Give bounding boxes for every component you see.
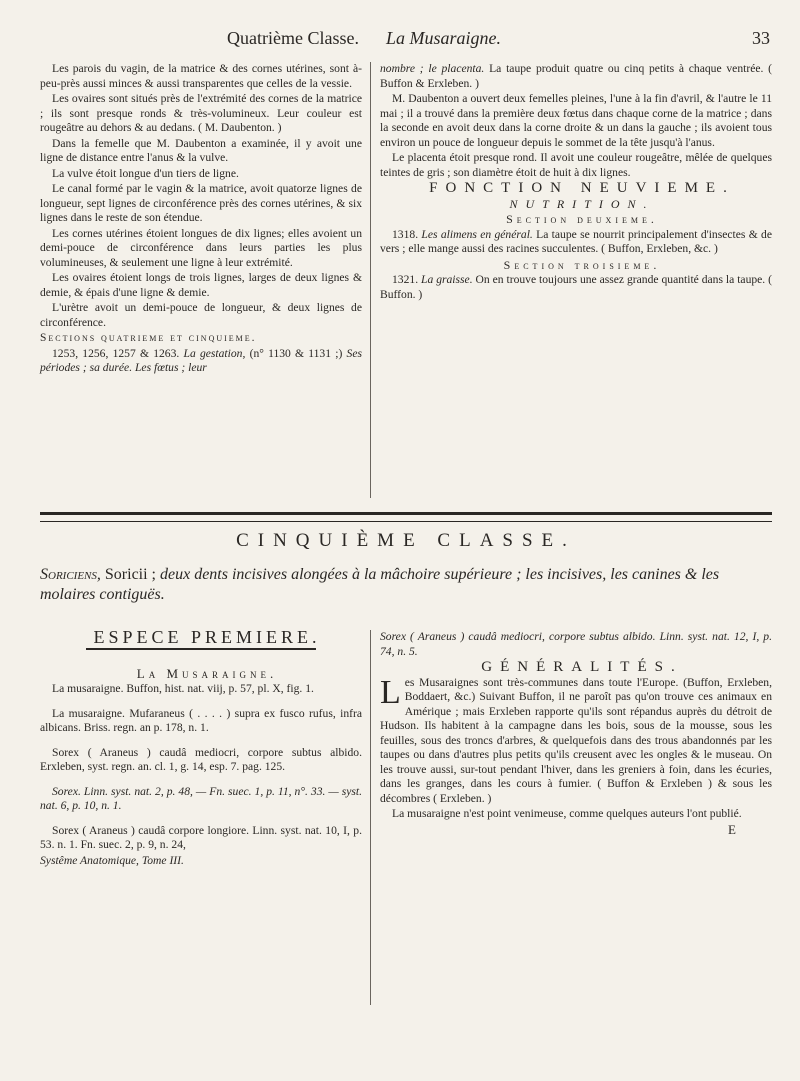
class-subtitle <box>40 565 772 605</box>
section-topic: Les alimens en général. <box>421 227 533 241</box>
section-numbers: 1253, 1256, 1257 & 1263. <box>52 346 180 360</box>
heading-rule <box>86 648 316 655</box>
section-heading: Section troisieme. <box>503 257 661 272</box>
generalites-heading: GÉNÉRALITÉS. <box>481 659 683 675</box>
paragraph <box>380 673 772 807</box>
paragraph: La musaraigne n'est point venimeuse, comme quelques auteurs l'ont publié. <box>392 807 742 820</box>
paragraph: Les ovaires étoient longs de trois lignes, larges de deux lignes & demie, & épais d'une ligne & demie. <box>40 271 362 299</box>
section-text: La taupe se nourrit principalement d'insectes & de vers ; elle mange aussi des racines succulentes. ( Buffon, Erxleben, &c. ) <box>380 227 773 255</box>
header-animal: La Musaraigne. <box>386 28 502 48</box>
paragraph <box>380 62 772 91</box>
section-subtopics: Ses périodes ; sa durée. Les fœtus ; leur <box>40 346 362 374</box>
paragraph: Les ovaires sont situés près de l'extrémité des cornes de la matrice ; ils sont presque ronds & très-volumineux. Leur couleur est rougeâtre au dehors & au dedans. ( M. Daubenton. ) <box>40 92 362 134</box>
section-refs: (n° 1130 & 1131 ;) <box>249 346 343 360</box>
reference: La musaraigne. Buffon, hist. nat. viij, p. 57, pl. X, fig. 1. <box>52 682 314 695</box>
class-title: CINQUIÈME CLASSE. <box>236 530 576 551</box>
reference: Sorex ( Araneus ) caudâ mediocri, corpore subtus albido. Erxleben, syst. regn. an. cl. 1, g. 14, esp. 7. pag. 125. <box>40 745 362 773</box>
section-topic: La gestation, <box>183 346 246 360</box>
ornamental-rule <box>40 512 772 522</box>
class-characters: deux dents incisives alongées à la mâchoire supérieure ; les incisives, les canines & les molaires contiguës. <box>40 566 720 603</box>
upper-right-column <box>380 62 772 303</box>
nutrition-heading: NUTRITION. <box>509 196 655 211</box>
section-topic: La graisse. <box>421 273 473 286</box>
class-name: Soriciens, <box>40 566 101 583</box>
section-number: 1318. <box>392 227 419 241</box>
paragraph: Le canal formé par le vagin & la matrice, avoit quatorze lignes de longueur, sept lignes de circonférence près des cornes utérines, & six lignes dans le reste de son étendue. <box>40 182 362 224</box>
paragraph <box>40 347 362 376</box>
paragraph <box>380 273 772 302</box>
paragraph-text: es Musaraignes sont très-communes dans toute l'Europe. (Buffon, Erxleben, Boddaert, &c.) Suivant Buffon, il ne paroît pas qu'on trouve ces animaux en Amérique ; mais Erxleben rapporte qu'ils sont répandus auprès du détroit de Hudson. Ils habitent à la campagne dans les bois, sous de la mousse, sous les feuilles, sous des troncs d'arbres, & quelquefois dans des trous abandonnés par les taupes ou dans d'autres plus petits qu'ils creusent avec les ongles & le museau. On les trouve aussi, sur-tout pendant l'hiver, dans les greniers à foin, dans les écuries, dans les granges, dans les cours à fumier. ( Buffon & Erxleben ) & sous les décombres ( Erxleben. ) <box>380 675 772 805</box>
paragraph: Les cornes utérines étoient longues de dix lignes; elles avoient un demi-pouce de circonférence dans leurs parties les plus volumineuses, & seulement une ligne à leur extrémité. <box>40 226 362 269</box>
paragraph: L'urètre avoit un demi-pouce de longueur, & deux lignes de circonférence. <box>40 301 362 329</box>
column-divider <box>370 62 371 498</box>
fonction-heading: FONCTION NEUVIEME. <box>429 180 735 196</box>
lower-left-column <box>40 627 362 869</box>
reference: La musaraigne. Mufaraneus ( . . . . ) supra ex fusco rufus, infra albicans. Briss. regn. an p. 178, n. 1. <box>40 706 362 734</box>
paragraph: Le placenta étoit presque rond. Il avoit une couleur rougeâtre, mêlée de quelques teintes de gris ; son diamètre étoit de huit à dix lignes. <box>380 151 772 179</box>
section-text: On en trouve toujours une assez grande quantité dans la taupe. ( Buffon. ) <box>380 273 772 301</box>
running-header <box>40 28 770 52</box>
continued-topic: nombre ; le placenta. <box>380 62 485 75</box>
column-divider <box>370 630 371 1005</box>
continued-text: La taupe produit quatre ou cinq petits à chaque ventrée. ( Buffon & Erxleben. ) <box>380 62 773 90</box>
species-heading: ESPECE PREMIERE. <box>93 627 321 647</box>
section-number: 1321. <box>392 273 419 286</box>
header-class: Quatrième Classe. <box>227 28 359 48</box>
paragraph: M. Daubenton a ouvert deux femelles pleines, l'une à la fin d'avril, & l'autre le 11 mai ; il a trouvé dans la première deux fœtus dans chaque corne de la matrice ; dans la seconde en avoit deux dans la corne droite & un dans la gauche ; ils avoient tous environ un pouce de longueur depuis le sommet de la tête jusqu'à l'anus. <box>380 92 772 149</box>
paragraph <box>380 228 772 257</box>
paragraph: Dans la femelle que M. Daubenton a examinée, il y avoit une ligne de distance entre l'anus & la vulve. <box>40 136 362 164</box>
reference: Sorex. Linn. syst. nat. 2, p. 48, — Fn. suec. 1, p. 11, n°. 33. — syst. nat. 6, p. 10, n. 1. <box>40 784 362 812</box>
signature-mark: E <box>728 821 736 837</box>
paragraph: Les parois du vagin, de la matrice & des cornes utérines, sont à-peu-près aussi minces & aussi transparentes que celles de la vessie. <box>40 62 362 90</box>
drop-cap: L <box>380 673 401 711</box>
section-heading: Sections quatrieme et cinquieme. <box>40 332 257 344</box>
upper-left-column <box>40 62 362 377</box>
section-heading: Section deuxieme. <box>506 212 658 226</box>
reference: Sorex ( Araneus ) caudâ mediocri, corpore subtus albido. Linn. syst. nat. 12, I, p. 74, n. 5. <box>380 630 772 658</box>
volume-footer: Systême Anatomique, Tome III. <box>40 853 184 867</box>
page-number: 33 <box>752 28 770 48</box>
reference: Sorex ( Araneus ) caudâ corpore longiore. Linn. syst. nat. 10, I, p. 53. n. 1. Fn. suec. 2, p. 9, n. 24, <box>40 823 362 851</box>
lower-right-column <box>380 630 772 838</box>
paragraph: La vulve étoit longue d'un tiers de ligne. <box>52 166 239 180</box>
class-latin-name: Soricii ; <box>104 566 156 583</box>
species-name: La Musaraigne. <box>136 665 278 681</box>
